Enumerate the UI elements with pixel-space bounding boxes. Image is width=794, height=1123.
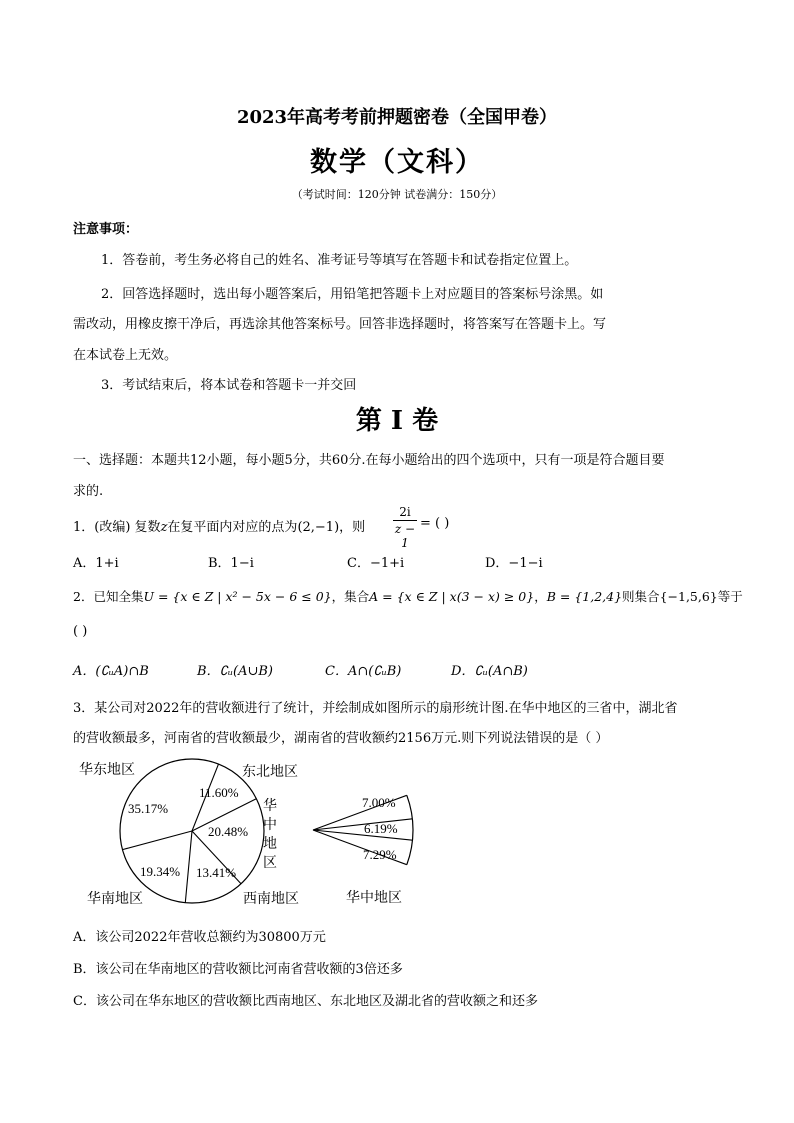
q1-option-c: C．−1+i xyxy=(347,556,405,571)
pie-value-label: 11.60% xyxy=(199,785,239,800)
section-title: 第 I 卷 xyxy=(355,406,439,436)
region-label: 华南地区 xyxy=(87,891,143,907)
q2-stem-a: 2．已知全集 xyxy=(73,589,144,604)
sub-pie-title: 华中地区 xyxy=(346,890,402,906)
q2-stem-d: 则集合 xyxy=(622,589,660,604)
region-label: 东北地区 xyxy=(242,764,298,780)
region-label: 西南地区 xyxy=(243,891,299,907)
notice-item-1: 1．答卷前，考生务必将自己的姓名、准考证号等填写在答题卡和试卷指定位置上。 xyxy=(101,253,578,268)
notice-heading: 注意事项： xyxy=(73,222,139,237)
q2-stem-c: ， xyxy=(534,589,547,604)
notice-item-2-line-1: 2．回答选择题时，选出每小题答案后，用铅笔把答题卡上对应题目的答案标号涂黑。如 xyxy=(101,287,604,302)
region-label-vertical: 地 xyxy=(263,836,277,852)
sub-pie-value-label: 7.00% xyxy=(362,795,396,810)
exam-info: （考试时间：120分钟 试卷满分：150分） xyxy=(291,188,503,201)
sub-pie-value-label: 7.29% xyxy=(363,847,397,862)
notice-item-3: 3．考试结束后，将本试卷和答题卡一并交回 xyxy=(101,378,357,393)
pie-value-label: 35.17% xyxy=(128,801,169,816)
q1-stem-end: = ( ) xyxy=(420,516,450,531)
q1-fraction xyxy=(393,505,417,550)
section-intro-line-1: 一、选择题：本题共12小题，每小题5分，共60分.在每小题给出的四个选项中，只有一项是符合题目要 xyxy=(73,453,665,468)
q2-set-target: {−1,5,6} xyxy=(659,589,718,604)
q1-point: (2,−1) xyxy=(297,520,340,535)
q1-option-a: A．1+i xyxy=(73,556,119,571)
q1-stem-a: 1．(改编) 复数 xyxy=(73,520,161,535)
q1-stem-c: ，则 xyxy=(339,520,366,535)
q2-set-u: U = {x ∈ Z | x² − 5x − 6 ≤ 0} xyxy=(143,589,332,604)
q3-option-c: C．该公司在华东地区的营收额比西南地区、东北地区及湖北省的营收额之和还多 xyxy=(73,994,538,1009)
exam-title: 2023年高考考前押题密卷（全国甲卷） xyxy=(236,107,558,128)
q1-fraction-denominator: z − 1 xyxy=(394,522,416,550)
q3-option-a: A．该公司2022年营收总额约为30800万元 xyxy=(73,930,326,945)
section-intro-line-2: 求的. xyxy=(73,484,104,499)
q2-stem-e: 等于 xyxy=(717,589,743,604)
pie-slice-boundary xyxy=(123,831,193,850)
region-label-vertical: 区 xyxy=(263,855,277,871)
region-label: 华东地区 xyxy=(79,762,135,778)
q2-option-b: B．∁ᵤ(A∪B) xyxy=(197,664,273,679)
pie-value-label: 19.34% xyxy=(140,864,181,879)
pie-charts xyxy=(0,752,794,912)
pie-value-label: 13.41% xyxy=(196,865,237,880)
pie-slice-boundary xyxy=(185,831,192,903)
q1-option-b: B．1−i xyxy=(208,556,254,571)
sub-pie-value-label: 6.19% xyxy=(364,821,398,836)
notice-item-2-line-2: 需改动，用橡皮擦干净后，再选涂其他答案标号。回答非选择题时，将答案写在答题卡上。写 xyxy=(73,317,607,332)
q2-option-a: A．(∁ᵤA)∩B xyxy=(73,664,149,679)
q1-option-d: D．−1−i xyxy=(485,556,543,571)
q2-paren: ( ) xyxy=(73,624,88,639)
q1-var-z: z xyxy=(160,520,168,535)
subject-title: 数学（文科） xyxy=(310,147,484,178)
q2-set-a: A = {x ∈ Z | x(3 − x) ≥ 0} xyxy=(369,589,535,604)
q1-stem xyxy=(73,516,365,535)
q2-set-b: B = {1,2,4} xyxy=(546,589,623,604)
sub-pie-arc xyxy=(407,795,413,864)
q2-option-d: D．∁ᵤ(A∩B) xyxy=(451,664,528,679)
q1-stem-b: 在复平面内对应的点为 xyxy=(167,520,298,535)
pie-value-label: 20.48% xyxy=(208,824,249,839)
q3-stem-line-2: 的营收额最多，河南省的营收额最少，湖南省的营收额约2156万元.则下列说法错误的是（ ） xyxy=(73,731,609,746)
region-label-vertical: 中 xyxy=(263,817,277,833)
q1-fraction-numerator: 2i xyxy=(393,505,417,521)
q2-stem xyxy=(73,587,743,605)
q3-stem-line-1: 3．某公司对2022年的营收额进行了统计，并绘制成如图所示的扇形统计图.在华中地区的三省中，湖北省 xyxy=(73,701,678,716)
region-label-vertical: 华 xyxy=(263,798,277,814)
notice-item-2-line-3: 在本试卷上无效。 xyxy=(73,348,178,363)
q3-option-b: B．该公司在华南地区的营收额比河南省营收额的3倍还多 xyxy=(73,962,403,977)
q2-option-c: C．A∩(∁ᵤB) xyxy=(325,664,402,679)
q2-stem-b: ，集合 xyxy=(331,589,370,604)
